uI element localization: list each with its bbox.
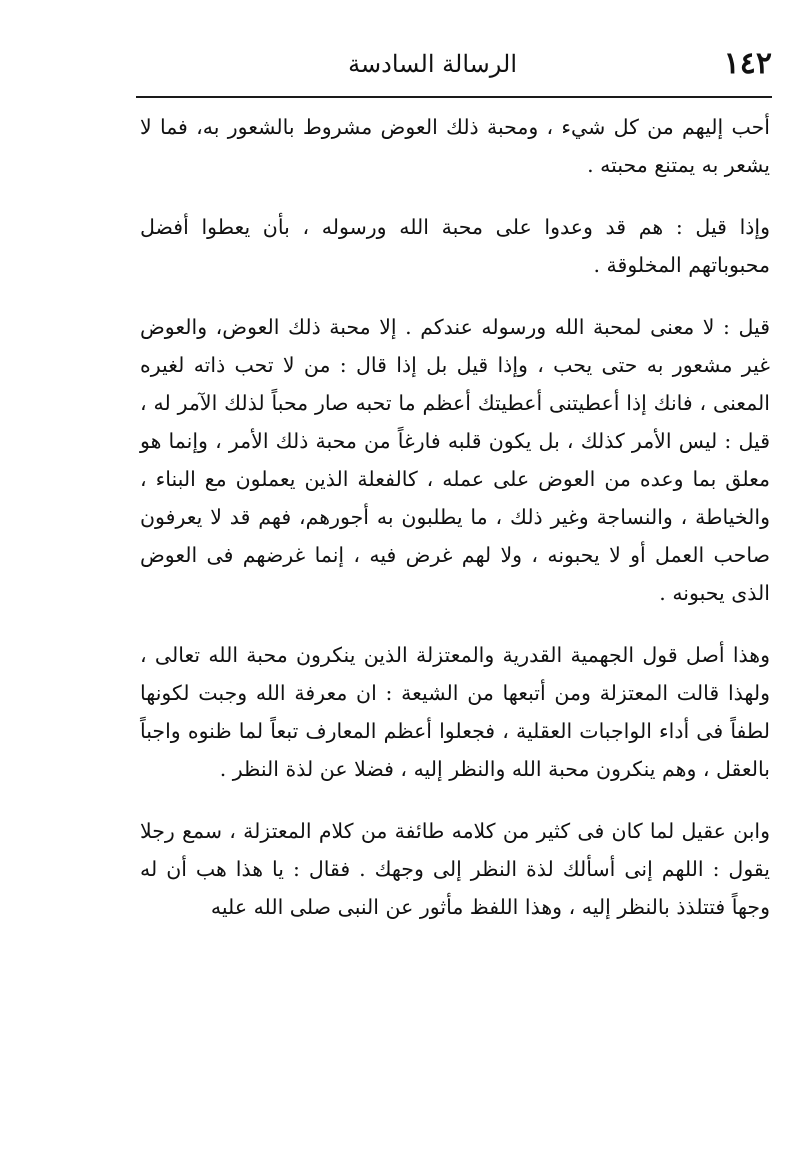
page-header [136, 40, 772, 98]
running-title: الرسالة السادسة [348, 50, 517, 78]
paragraph-2: وإذا قيل : هم قد وعدوا على محبة الله ورسوله ، بأن يعطوا أفضل محبوباتهم المخلوقة . [140, 215, 770, 277]
body-text [140, 108, 770, 950]
paragraph-5: وابن عقيل لما كان فى كثير من كلامه طائفة من كلام المعتزلة ، سمع رجلا يقول : اللهم إنى أسألك لذة النظر إلى وجهك . فقال : يا هذا هب أن له وجهاً فتتلذذ بالنظر إليه ، وهذا اللفظ مأثور عن النبى صلى الله عليه [140, 819, 770, 919]
page-number: ١٤٢ [723, 46, 772, 81]
paragraph-3: قيل : لا معنى لمحبة الله ورسوله عندكم . إلا محبة ذلك العوض، والعوض غير مشعور به حتى يحب ، وإذا قيل بل إذا قال : من لا تحب ذاته لغيره المعنى ، فانك إذا أعطيتنى أعطيتك أعظم ما تحبه صار محباً لذلك الآمر له ، قيل : ليس الأمر كذلك ، بل يكون قلبه فارغاً من محبة ذلك الأمر ، وإنما هو معلق بما وعده من العوض على عمله ، كالفعلة الذين يعملون مع البناء ، والخياطة ، والنساجة وغير ذلك ، ما يطلبون به أجورهم، فهم قد لا يعرفون صاحب العمل أو لا يحبونه ، ولا لهم غرض فيه ، إنما غرضهم فى العوض الذى يحبونه . [140, 315, 770, 605]
paragraph-4: وهذا أصل قول الجهمية القدرية والمعتزلة الذين ينكرون محبة الله تعالى ، ولهذا قالت المعتزلة ومن أتبعها من الشيعة : ان معرفة الله وجبت لكونها لطفاً فى أداء الواجبات العقلية ، فجعلوا أعظم المعارف تبعاً لما ظنوه واجباً بالعقل ، وهم ينكرون محبة الله والنظر إليه ، فضلا عن لذة النظر . [140, 643, 770, 781]
paragraph-1: أحب إليهم من كل شيء ، ومحبة ذلك العوض مشروط بالشعور به، فما لا يشعر به يمتنع محبته . [140, 115, 770, 177]
